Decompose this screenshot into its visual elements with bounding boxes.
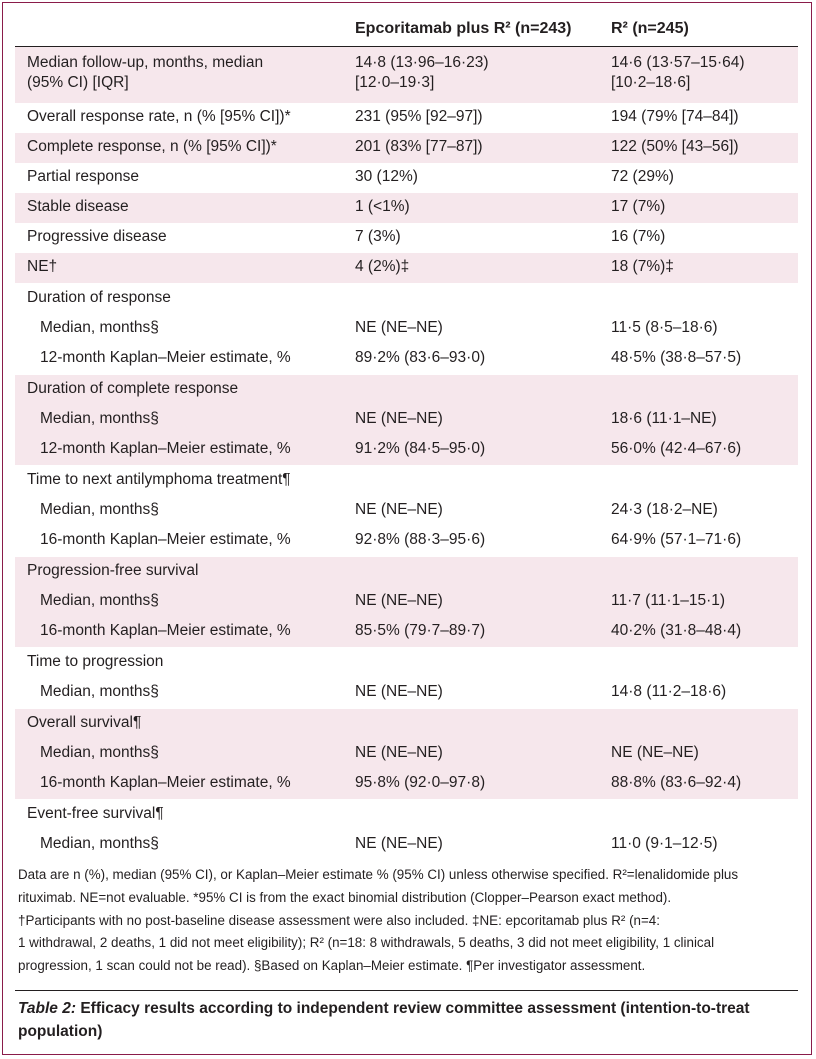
table-row [15, 47, 798, 103]
table-row [15, 405, 798, 435]
cell-r2-value: 56·0% (42·4–67·6) [611, 440, 742, 457]
cell-epcoritamab-value: 85·5% (79·7–89·7) [355, 622, 486, 639]
cell-label: 12-month Kaplan–Meier estimate, % [40, 349, 291, 366]
cell-epcoritamab-value: 92·8% (88·3–95·6) [355, 531, 486, 548]
cell-r2-value: 24·3 (18·2–NE) [611, 501, 718, 518]
cell-r2-value: 11·7 (11·1–15·1) [611, 592, 726, 609]
table-row [15, 587, 798, 617]
cell-epcoritamab-value: NE (NE–NE) [355, 410, 443, 427]
table-row [15, 556, 798, 587]
cell-r2-value: 48·5% (38·8–57·5) [611, 349, 742, 366]
cell-epcoritamab-value: 4 (2%)‡ [355, 258, 410, 275]
caption-text: Efficacy results according to independent review committee assessment (intention-to-treat population) [18, 1000, 750, 1040]
cell-r2-value: 11·5 (8·5–18·6) [611, 319, 718, 336]
cell-label: 16-month Kaplan–Meier estimate, % [40, 531, 291, 548]
cell-label: Event-free survival¶ [27, 805, 164, 822]
cell-label: Duration of response [27, 289, 171, 306]
footnote-line: progression, 1 scan could not be read). §Based on Kaplan–Meier estimate. ¶Per investigator assessment. [18, 958, 646, 974]
cell-epcoritamab-value: 91·2% (84·5–95·0) [355, 440, 486, 457]
cell-epcoritamab-value: NE (NE–NE) [355, 744, 443, 761]
table-row [15, 617, 798, 647]
cell-line: [10·2–18·6] [611, 74, 691, 91]
caption-divider [15, 990, 798, 991]
table-row [15, 283, 798, 314]
table-row [15, 496, 798, 526]
table-row [15, 678, 798, 708]
table-row [15, 344, 798, 374]
cell-r2-value: 17 (7%) [611, 198, 666, 215]
cell-r2-value: 11·0 (9·1–12·5) [611, 835, 718, 852]
table-row [15, 223, 798, 253]
cell-r2-value: 18 (7%)‡ [611, 258, 674, 275]
table-row [15, 708, 798, 739]
cell-r2-value: 40·2% (31·8–48·4) [611, 622, 742, 639]
cell-label: Median, months§ [40, 501, 159, 518]
header-col-r2: R² (n=245) [611, 20, 689, 37]
cell-label: Time to next antilymphoma treatment¶ [27, 471, 291, 488]
cell-label: 16-month Kaplan–Meier estimate, % [40, 774, 291, 791]
table-row [15, 739, 798, 769]
table-row [15, 163, 798, 193]
cell-label: Overall response rate, n (% [95% CI])* [27, 108, 291, 125]
cell-r2-value: 18·6 (11·1–NE) [611, 410, 717, 427]
cell-label: Partial response [27, 168, 140, 185]
cell-label: Stable disease [27, 198, 129, 215]
table-row [15, 193, 798, 223]
table-row [15, 526, 798, 556]
footnote-line: Data are n (%), median (95% CI), or Kaplan–Meier estimate % (95% CI) unless otherwise specified. R²=lenalidomide plus [18, 867, 739, 882]
cell-epcoritamab-value: 231 (95% [92–97]) [355, 108, 483, 125]
table-row [15, 465, 798, 496]
table-row [15, 133, 798, 163]
cell-label: Duration of complete response [27, 380, 239, 397]
cell-epcoritamab-value: NE (NE–NE) [355, 683, 443, 700]
cell-r2-value: 122 (50% [43–56]) [611, 138, 739, 155]
table-header [15, 14, 798, 47]
cell-label: Progression-free survival [27, 562, 199, 579]
cell-label: Median, months§ [40, 319, 159, 336]
cell-r2-value: 194 (79% [74–84]) [611, 108, 739, 125]
cell-label: Median, months§ [40, 410, 159, 427]
cell-label: Complete response, n (% [95% CI])* [27, 138, 277, 155]
cell-label: Median, months§ [40, 835, 159, 852]
cell-epcoritamab-value: 95·8% (92·0–97·8) [355, 774, 486, 791]
table-caption [18, 997, 798, 1043]
cell-r2-value: 16 (7%) [611, 228, 666, 245]
cell-line: (95% CI) [IQR] [27, 74, 129, 91]
cell-label: Median, months§ [40, 744, 159, 761]
footnote-line: rituximab. NE=not evaluable. *95% CI is from the exact binomial distribution (Clopper–Pearson exact method). [18, 889, 672, 905]
cell-epcoritamab-value: NE (NE–NE) [355, 501, 443, 518]
table-row [15, 253, 798, 283]
cell-r2-value: NE (NE–NE) [611, 744, 699, 761]
caption-label: Table 2: [18, 1000, 76, 1017]
cell-epcoritamab-value: 89·2% (83·6–93·0) [355, 349, 486, 366]
cell-epcoritamab-value: NE (NE–NE) [355, 319, 443, 336]
cell-line: Median follow-up, months, median [27, 54, 264, 71]
cell-label: NE† [27, 258, 58, 275]
cell-r2-value: 88·8% (83·6–92·4) [611, 774, 742, 791]
cell-label: 16-month Kaplan–Meier estimate, % [40, 622, 291, 639]
table-row [15, 103, 798, 133]
cell-label: 12-month Kaplan–Meier estimate, % [40, 440, 291, 457]
cell-label: Progressive disease [27, 228, 167, 245]
table-row [15, 830, 798, 860]
cell-line: 14·8 (13·96–16·23) [355, 54, 489, 71]
table-row [15, 435, 798, 465]
cell-label: Median, months§ [40, 683, 159, 700]
cell-epcoritamab-value: NE (NE–NE) [355, 835, 443, 852]
cell-epcoritamab-value: 30 (12%) [355, 168, 418, 185]
cell-label: Median, months§ [40, 592, 159, 609]
footnote-line: †Participants with no post-baseline disease assessment were also included. ‡NE: epcoritamab plus R² (n=4: [18, 912, 660, 928]
table-row [15, 799, 798, 830]
table-row [15, 769, 798, 799]
cell-epcoritamab-value: NE (NE–NE) [355, 592, 443, 609]
table-footnote [18, 864, 803, 978]
cell-epcoritamab-value: 1 (<1%) [355, 198, 410, 215]
cell-epcoritamab-value: 7 (3%) [355, 228, 401, 245]
table-row [15, 647, 798, 678]
table-row [15, 374, 798, 405]
cell-r2-value: 64·9% (57·1–71·6) [611, 531, 742, 548]
table-body [15, 47, 798, 860]
cell-line: [12·0–19·3] [355, 74, 435, 91]
cell-line: 14·6 (13·57–15·64) [611, 54, 745, 71]
footnote-line: 1 withdrawal, 2 deaths, 1 did not meet eligibility); R² (n=18: 8 withdrawals, 5 deaths, 3 did not meet eligibility, 1 clinical [18, 935, 715, 951]
cell-r2-value: 72 (29%) [611, 168, 674, 185]
table-row [15, 314, 798, 344]
cell-label: Time to progression [27, 653, 164, 670]
cell-label: Overall survival¶ [27, 714, 142, 731]
header-col-epcoritamab: Epcoritamab plus R² (n=243) [355, 20, 572, 37]
cell-r2-value: 14·8 (11·2–18·6) [611, 683, 727, 700]
cell-epcoritamab-value: 201 (83% [77–87]) [355, 138, 483, 155]
